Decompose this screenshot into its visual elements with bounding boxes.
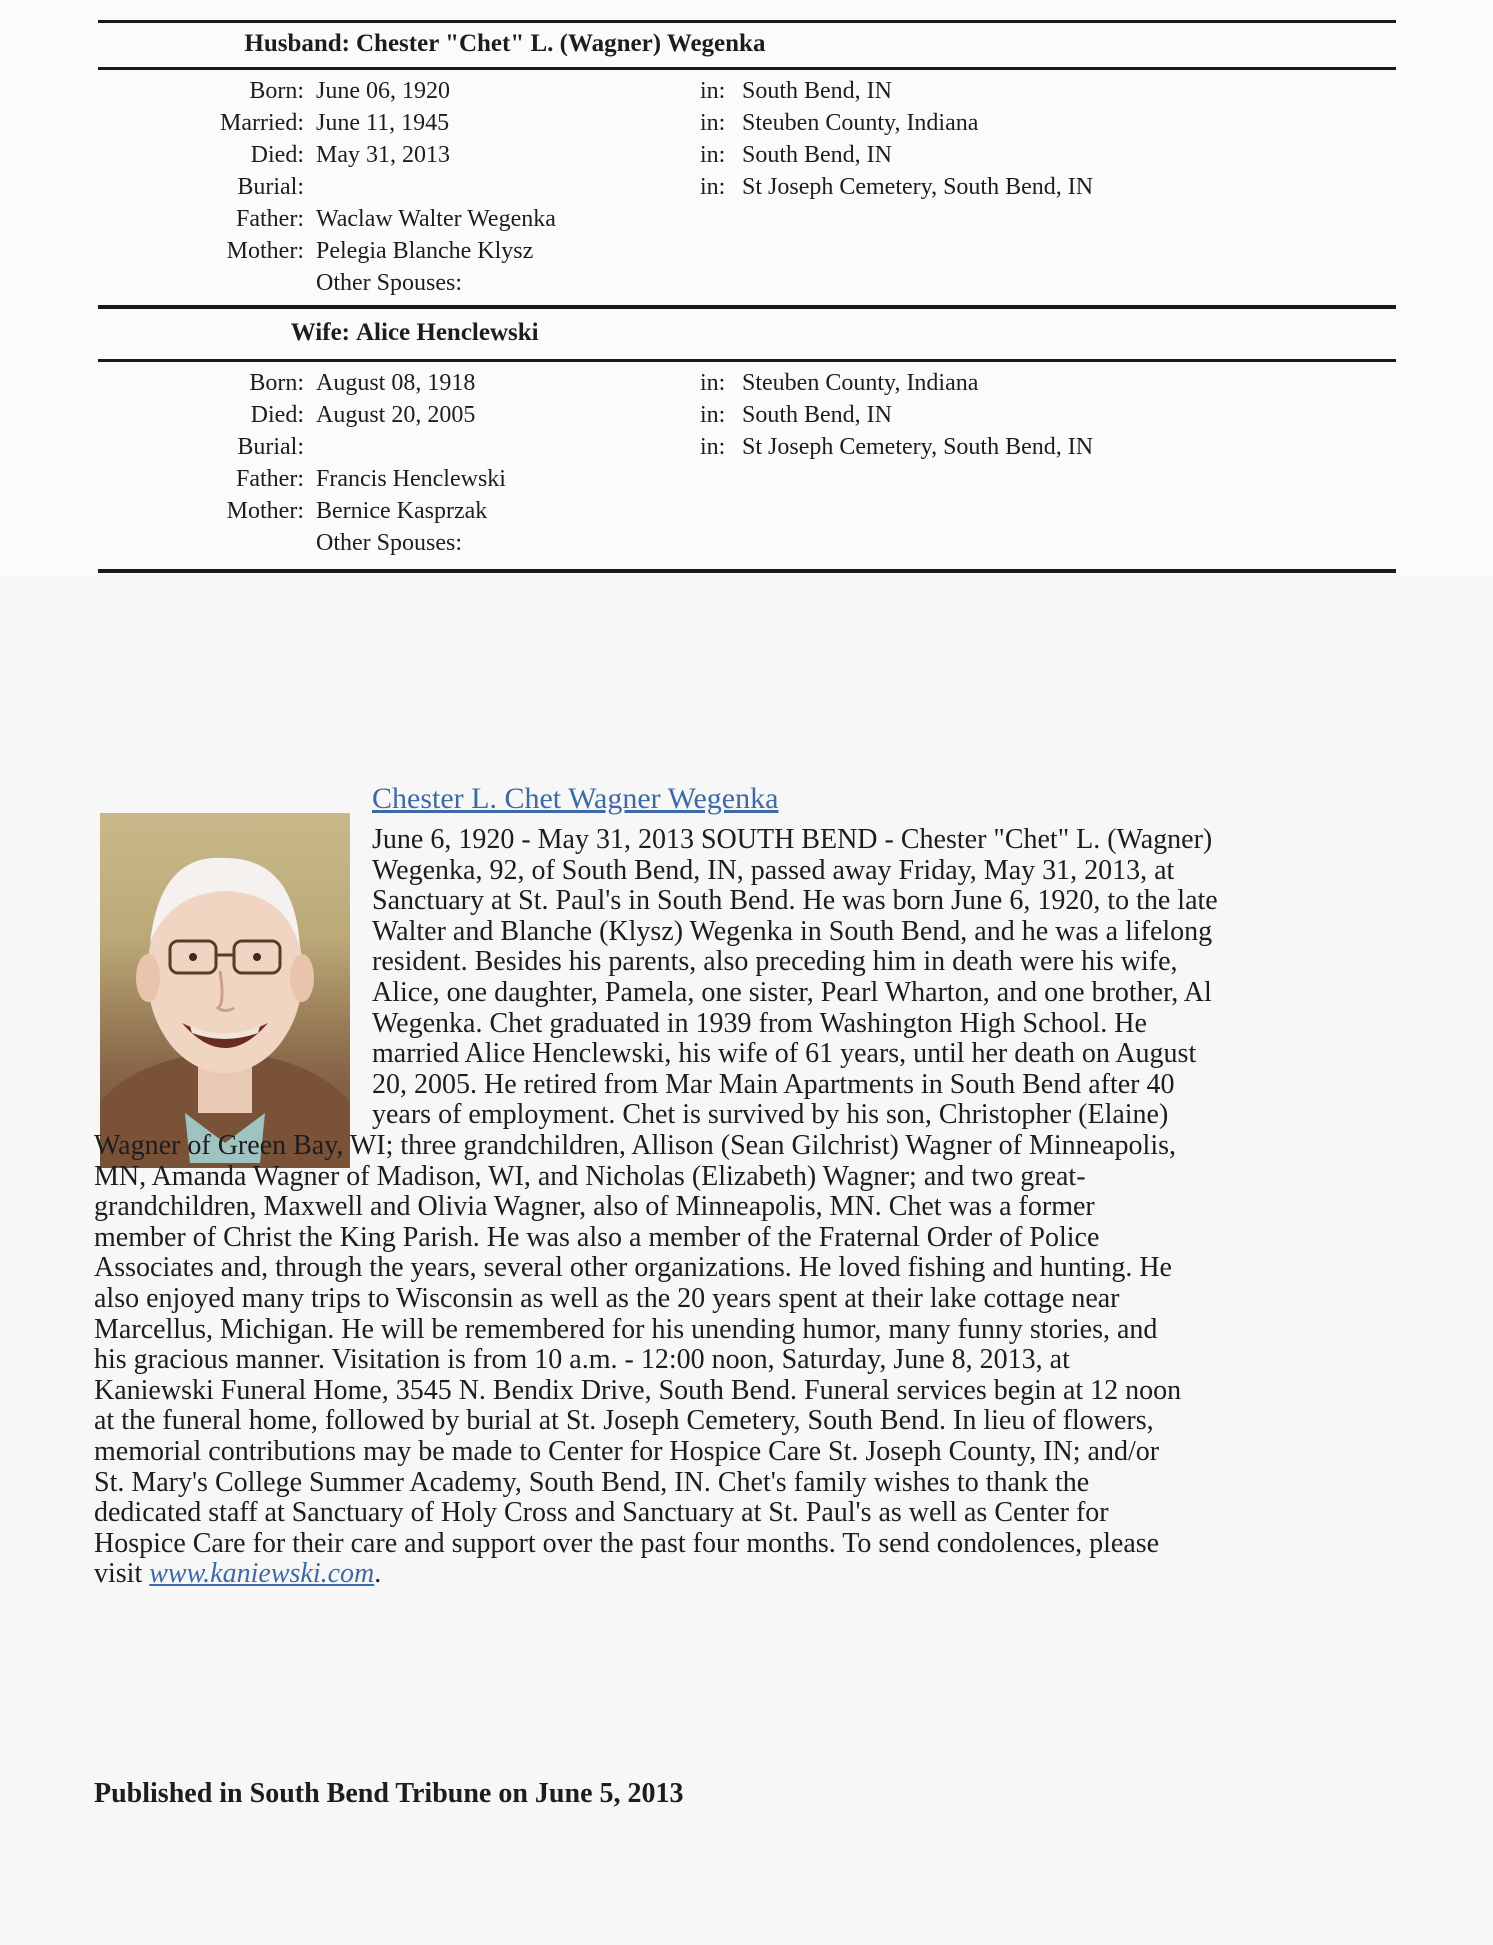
detail-value: May 31, 2013 [316,142,450,168]
visit-suffix: . [374,1558,382,1590]
detail-label: Burial: [237,174,304,200]
detail-value: August 08, 1918 [316,370,476,396]
obituary-line: his gracious manner. Visitation is from 10 a.m. - 12:00 noon, Saturday, June 8, 2013, at [94,1344,1070,1376]
place-label: in: [700,174,726,200]
divider [98,20,1396,23]
obituary-line: Wegenka, 92, of South Bend, IN, passed away Friday, May 31, 2013, at [372,854,1175,886]
place-value: St Joseph Cemetery, South Bend, IN [742,174,1094,200]
detail-value: Pelegia Blanche Klysz [316,238,534,264]
obituary-line: Marcellus, Michigan. He will be remembered for his unending humor, many funny stories, and [94,1313,1158,1345]
divider [98,305,1396,309]
detail-label: Born: [249,78,304,104]
obituary-line: Sanctuary at St. Paul's in South Bend. He was born June 6, 1920, to the late [372,885,1218,917]
obituary-line: also enjoyed many trips to Wisconsin as well as the 20 years spent at their lake cottage near [94,1283,1120,1314]
detail-label: Father: [236,206,304,232]
portrait-photo [100,813,350,1168]
detail-label: Married: [220,110,304,136]
obituary-title-link[interactable]: Chester L. Chet Wagner Wegenka [372,782,779,815]
place-value: St Joseph Cemetery, South Bend, IN [742,434,1094,460]
place-value: Steuben County, Indiana [742,370,979,396]
place-label: in: [700,78,726,104]
place-label: in: [700,110,726,136]
detail-value: Waclaw Walter Wegenka [316,206,556,232]
obituary-line: Walter and Blanche (Klysz) Wegenka in South Bend, and he was a lifelong [372,915,1213,947]
place-label: in: [700,370,726,396]
family-group-sheet [0,0,1493,575]
detail-label: Died: [250,142,304,168]
detail-value: Francis Henclewski [316,466,506,492]
detail-label: Mother: [226,498,304,524]
detail-value: June 11, 1945 [316,110,450,136]
obituary-line: Wegenka. Chet graduated in 1939 from Washington High School. He [372,1007,1147,1039]
place-label: in: [700,434,726,460]
husband-header-label: Husband: [244,30,350,57]
detail-label: Burial: [237,434,304,460]
detail-value: June 06, 1920 [316,78,450,104]
detail-value: Bernice Kasprzak [316,498,488,524]
place-value: South Bend, IN [742,78,892,104]
place-value: Steuben County, Indiana [742,110,979,136]
obituary-line: grandchildren, Maxwell and Olivia Wagner, also of Minneapolis, MN. Chet was a former [94,1191,1095,1223]
detail-label: Mother: [226,238,304,264]
obituary-line: June 6, 1920 - May 31, 2013 SOUTH BEND - Chester "Chet" L. (Wagner) [372,824,1213,855]
divider [98,359,1396,362]
obituary-line: Associates and, through the years, several other organizations. He loved fishing and hunting. He [94,1252,1172,1284]
detail-label: Father: [236,466,304,492]
husband-name: Chester "Chet" L. (Wagner) Wegenka [356,30,766,57]
obituary-line: at the funeral home, followed by burial at St. Joseph Cemetery, South Bend. In lieu of flowers, [94,1405,1154,1437]
place-value: South Bend, IN [742,142,892,168]
detail-value: Other Spouses: [316,270,462,296]
obituary-line: 20, 2005. He retired from Mar Main Apartments in South Bend after 40 [372,1068,1175,1100]
obituary-line: dedicated staff at Sanctuary of Holy Cross and Sanctuary at St. Paul's as well as Center for [94,1497,1109,1529]
detail-label: Died: [250,402,304,428]
divider [98,67,1396,70]
detail-value: Other Spouses: [316,530,462,556]
obituary-line: years of employment. Chet is survived by his son, Christopher (Elaine) [372,1099,1169,1131]
place-label: in: [700,402,726,428]
obituary-line: resident. Besides his parents, also preceding him in death were his wife, [372,946,1178,978]
obituary-line: Wagner of Green Bay, WI; three grandchildren, Allison (Sean Gilchrist) Wagner of Minneapolis, [94,1130,1176,1161]
detail-value: August 20, 2005 [316,402,476,428]
wife-name: Alice Henclewski [356,319,539,346]
divider [98,569,1396,573]
obituary-line: MN, Amanda Wagner of Madison, WI, and Nicholas (Elizabeth) Wagner; and two great- [94,1160,1086,1192]
place-value: South Bend, IN [742,402,892,428]
obituary-line: memorial contributions may be made to Center for Hospice Care St. Joseph County, IN; and/or [94,1436,1160,1467]
obituary-line: married Alice Henclewski, his wife of 61 years, until her death on August [372,1038,1197,1070]
obituary-line: St. Mary's College Summer Academy, South Bend, IN. Chet's family wishes to thank the [94,1466,1090,1498]
obituary-line [94,1558,381,1590]
portrait-illustration [100,813,350,1168]
website-link[interactable]: www.kaniewski.com [149,1558,375,1590]
wife-header-label: Wife: [290,319,350,346]
obituary-line: member of Christ the King Parish. He was also a member of the Fraternal Order of Police [94,1221,1100,1253]
detail-label: Born: [249,370,304,396]
visit-prefix: visit [94,1558,150,1590]
publication-note: Published in South Bend Tribune on June 5, 2013 [94,1778,684,1809]
obituary-line: Hospice Care for their care and support over the past four months. To send condolences, please [94,1527,1160,1559]
obituary-line: Alice, one daughter, Pamela, one sister, Pearl Wharton, and one brother, Al [372,977,1212,1008]
place-label: in: [700,142,726,168]
obituary-line: Kaniewski Funeral Home, 3545 N. Bendix Drive, South Bend. Funeral services begin at 12 noon [94,1374,1182,1406]
